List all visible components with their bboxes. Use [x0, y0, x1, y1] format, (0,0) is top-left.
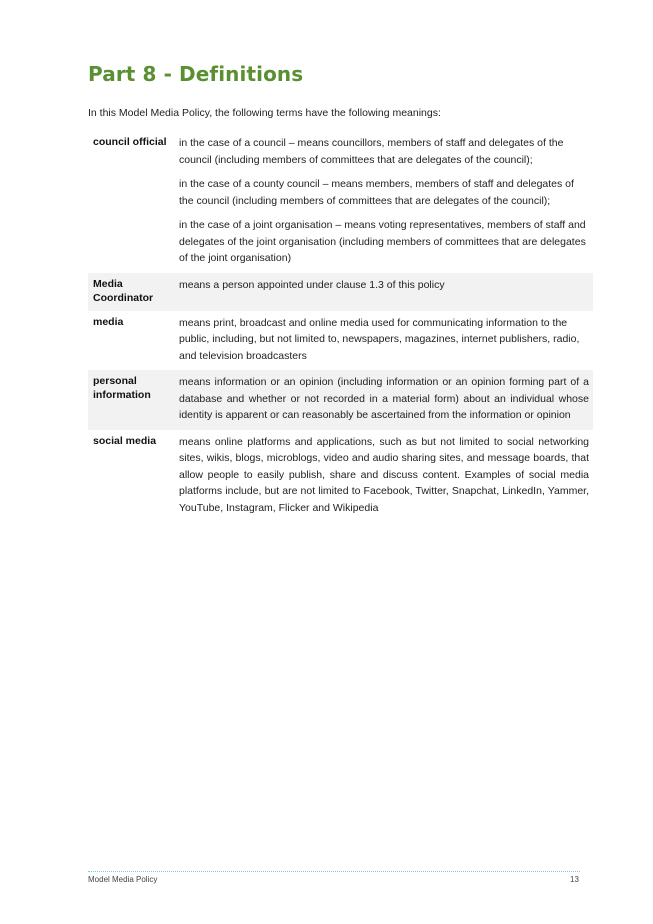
definitions-table	[88, 131, 593, 522]
definition-row-personal-information	[88, 370, 593, 430]
intro-text: In this Model Media Policy, the following terms have the following meanings:	[88, 107, 441, 119]
footer-rule	[88, 871, 580, 872]
definition-row-council-official	[88, 131, 593, 273]
definition-text	[179, 374, 593, 424]
definition-row-media	[88, 311, 593, 371]
footer-page-number: 13	[570, 875, 579, 884]
definition-term: personal information	[93, 375, 151, 401]
definition-row-social-media	[88, 430, 593, 523]
definition-term: Media Coordinator	[93, 277, 154, 304]
definition-paragraph: in the case of a council – means councillors, members of staff and delegates of the council (including members of committees that are delegates of the council);	[179, 137, 564, 166]
definition-text	[179, 135, 593, 267]
definition-paragraph: means print, broadcast and online media used for communicating information to the public, including, but not limited to, newspapers, magazines, internet publishers, radio, and television broadcasters	[179, 316, 580, 362]
definition-paragraph: means online platforms and applications, such as but not limited to social networking sites, wikis, blogs, microblogs, video and audio sharing sites, and message boards, that allow people to easily publish, share and discuss content. Examples of social media platforms include, but are not limited to Facebook, Twitter, Snapchat, LinkedIn, Yammer, YouTube, Instagram, Flicker and Wikipedia	[179, 435, 589, 514]
definition-text	[179, 277, 593, 305]
definition-row-media-coordinator	[88, 273, 593, 311]
definition-term: social media	[93, 434, 157, 447]
definition-text	[179, 315, 593, 365]
definition-paragraph: in the case of a joint organisation – means voting representatives, members of staff and delegates of the joint organisation (including members of committees that are delegates of the joint organisation)	[179, 219, 586, 264]
definition-term: council official	[93, 136, 167, 148]
footer-document-title: Model Media Policy	[88, 875, 158, 884]
page-title: Part 8 - Definitions	[88, 62, 304, 86]
definition-paragraph: in the case of a county council – means members, members of staff and delegates of the council (including members of committees that are delegates of the council);	[179, 178, 574, 207]
definition-paragraph: means information or an opinion (including information or an opinion forming part of a database and whether or not recorded in a material form) about an individual whose identity is apparent or can reasonably be ascertained from the information or opinion	[179, 376, 589, 421]
definition-paragraph: means a person appointed under clause 1.3 of this policy	[179, 278, 445, 291]
definition-term: media	[93, 315, 124, 328]
definition-text	[179, 434, 593, 517]
